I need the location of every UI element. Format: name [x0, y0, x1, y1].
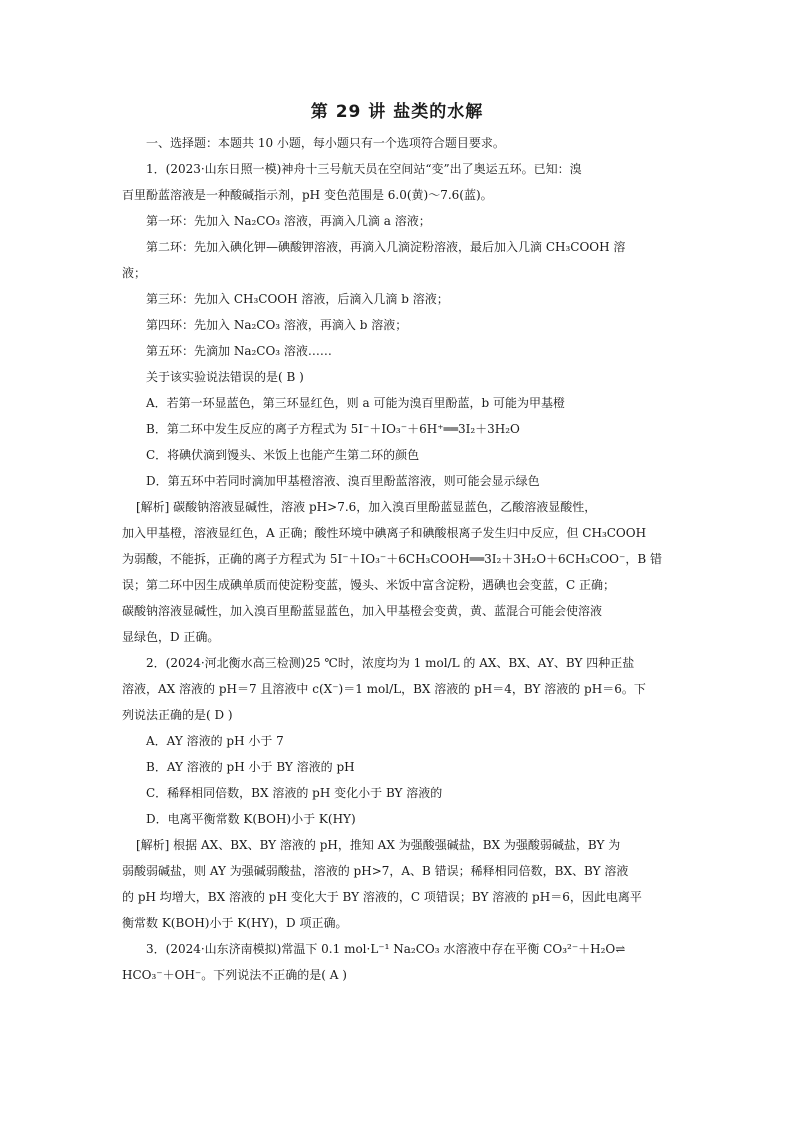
question-1-stem: 1．(2023·山东日照一模)神舟十三号航天员在空间站“变”出了奥运五环。已知：溴 [146, 162, 582, 176]
question-1-analysis-line: 误；第二环中因生成碘单质而使淀粉变蓝，馒头、米饭中富含淀粉，遇碘也会变蓝，C 正确； [122, 578, 615, 592]
question-1-option-a: A．若第一环显蓝色，第三环显红色，则 a 可能为溴百里酚蓝，b 可能为甲基橙 [146, 396, 565, 410]
question-2-analysis-line: 的 pH 均增大，BX 溶液的 pH 变化大于 BY 溶液的，C 项错误；BY 溶液的 pH＝6，因此电离平 [122, 890, 642, 904]
ring-2-cont: 液； [122, 266, 147, 280]
question-1-analysis: [解析] 碳酸钠溶液显碱性，溶液 pH>7.6，加入溴百里酚蓝显蓝色，乙酸溶液显酸性， [136, 500, 597, 514]
question-2-stem: 2．(2024·河北衡水高三检测)25 ℃时，浓度均为 1 mol/L 的 AX、BX、AY、BY 四种正盐 [146, 656, 635, 670]
question-2-option-d: D．电离平衡常数 K(BOH)小于 K(HY) [146, 812, 356, 826]
section-heading: 一、选择题：本题共 10 小题，每小题只有一个选项符合题目要求。 [146, 136, 505, 150]
question-2-option-b: B．AY 溶液的 pH 小于 BY 溶液的 pH [146, 760, 355, 774]
question-1-analysis-line: 显绿色，D 正确。 [122, 630, 220, 644]
ring-2: 第二环：先加入碘化钾—碘酸钾溶液，再滴入几滴淀粉溶液，最后加入几滴 CH₃COOH 溶 [146, 240, 626, 254]
page-title: 第 29 讲 盐类的水解 [310, 102, 484, 122]
question-3-stem-cont: HCO₃⁻＋OH⁻。下列说法不正确的是( A ) [122, 968, 347, 982]
question-1-analysis-line: 加入甲基橙，溶液显红色，A 正确；酸性环境中碘离子和碘酸根离子发生归中反应，但 CH₃COOH [122, 526, 647, 540]
question-1-prompt: 关于该实验说法错误的是( B ) [146, 370, 304, 384]
ring-4: 第四环：先加入 Na₂CO₃ 溶液，再滴入 b 溶液； [146, 318, 408, 332]
ring-3: 第三环：先加入 CH₃COOH 溶液，后滴入几滴 b 溶液； [146, 292, 449, 306]
question-2-option-c: C．稀释相同倍数，BX 溶液的 pH 变化小于 BY 溶液的 [146, 786, 443, 800]
ring-5: 第五环：先滴加 Na₂CO₃ 溶液…… [146, 344, 332, 358]
question-2-analysis-line: 衡常数 K(BOH)小于 K(HY)，D 项正确。 [122, 916, 348, 930]
question-2-analysis-line: 弱酸弱碱盐，则 AY 为强碱弱酸盐，溶液的 pH>7，A、B 错误；稀释相同倍数，BX、BY 溶液 [122, 864, 629, 878]
question-2-analysis: [解析] 根据 AX、BX、BY 溶液的 pH，推知 AX 为强酸强碱盐，BX 为强酸弱碱盐，BY 为 [136, 838, 621, 852]
question-3-stem: 3．(2024·山东济南模拟)常温下 0.1 mol·L⁻¹ Na₂CO₃ 水溶液中存在平衡 CO₃²⁻＋H₂O⇌ [146, 942, 626, 956]
question-2-option-a: A．AY 溶液的 pH 小于 7 [146, 734, 284, 748]
question-2-stem-cont: 溶液，AX 溶液的 pH＝7 且溶液中 c(X⁻)＝1 mol/L，BX 溶液的 pH＝4，BY 溶液的 pH＝6。下 [122, 682, 646, 696]
question-2-stem-cont: 列说法正确的是( D ) [122, 708, 233, 722]
document-body [122, 130, 682, 988]
question-1-option-d: D．第五环中若同时滴加甲基橙溶液、溴百里酚蓝溶液，则可能会显示绿色 [146, 474, 540, 488]
ring-1: 第一环：先加入 Na₂CO₃ 溶液，再滴入几滴 a 溶液； [146, 214, 431, 228]
question-1-option-b: B．第二环中发生反应的离子方程式为 5I⁻＋IO₃⁻＋6H⁺══3I₂＋3H₂O [146, 422, 520, 436]
question-1-stem-cont: 百里酚蓝溶液是一种酸碱指示剂，pH 变色范围是 6.0(黄)～7.6(蓝)。 [122, 188, 493, 202]
question-1-analysis-line: 碳酸钠溶液显碱性，加入溴百里酚蓝显蓝色，加入甲基橙会变黄，黄、蓝混合可能会使溶液 [122, 604, 603, 618]
question-1-analysis-line: 为弱酸，不能拆，正确的离子方程式为 5I⁻＋IO₃⁻＋6CH₃COOH══3I₂＋3H₂O＋6CH₃COO⁻，B 错 [122, 552, 662, 566]
question-1-option-c: C．将碘伏滴到馒头、米饭上也能产生第二环的颜色 [146, 448, 420, 462]
